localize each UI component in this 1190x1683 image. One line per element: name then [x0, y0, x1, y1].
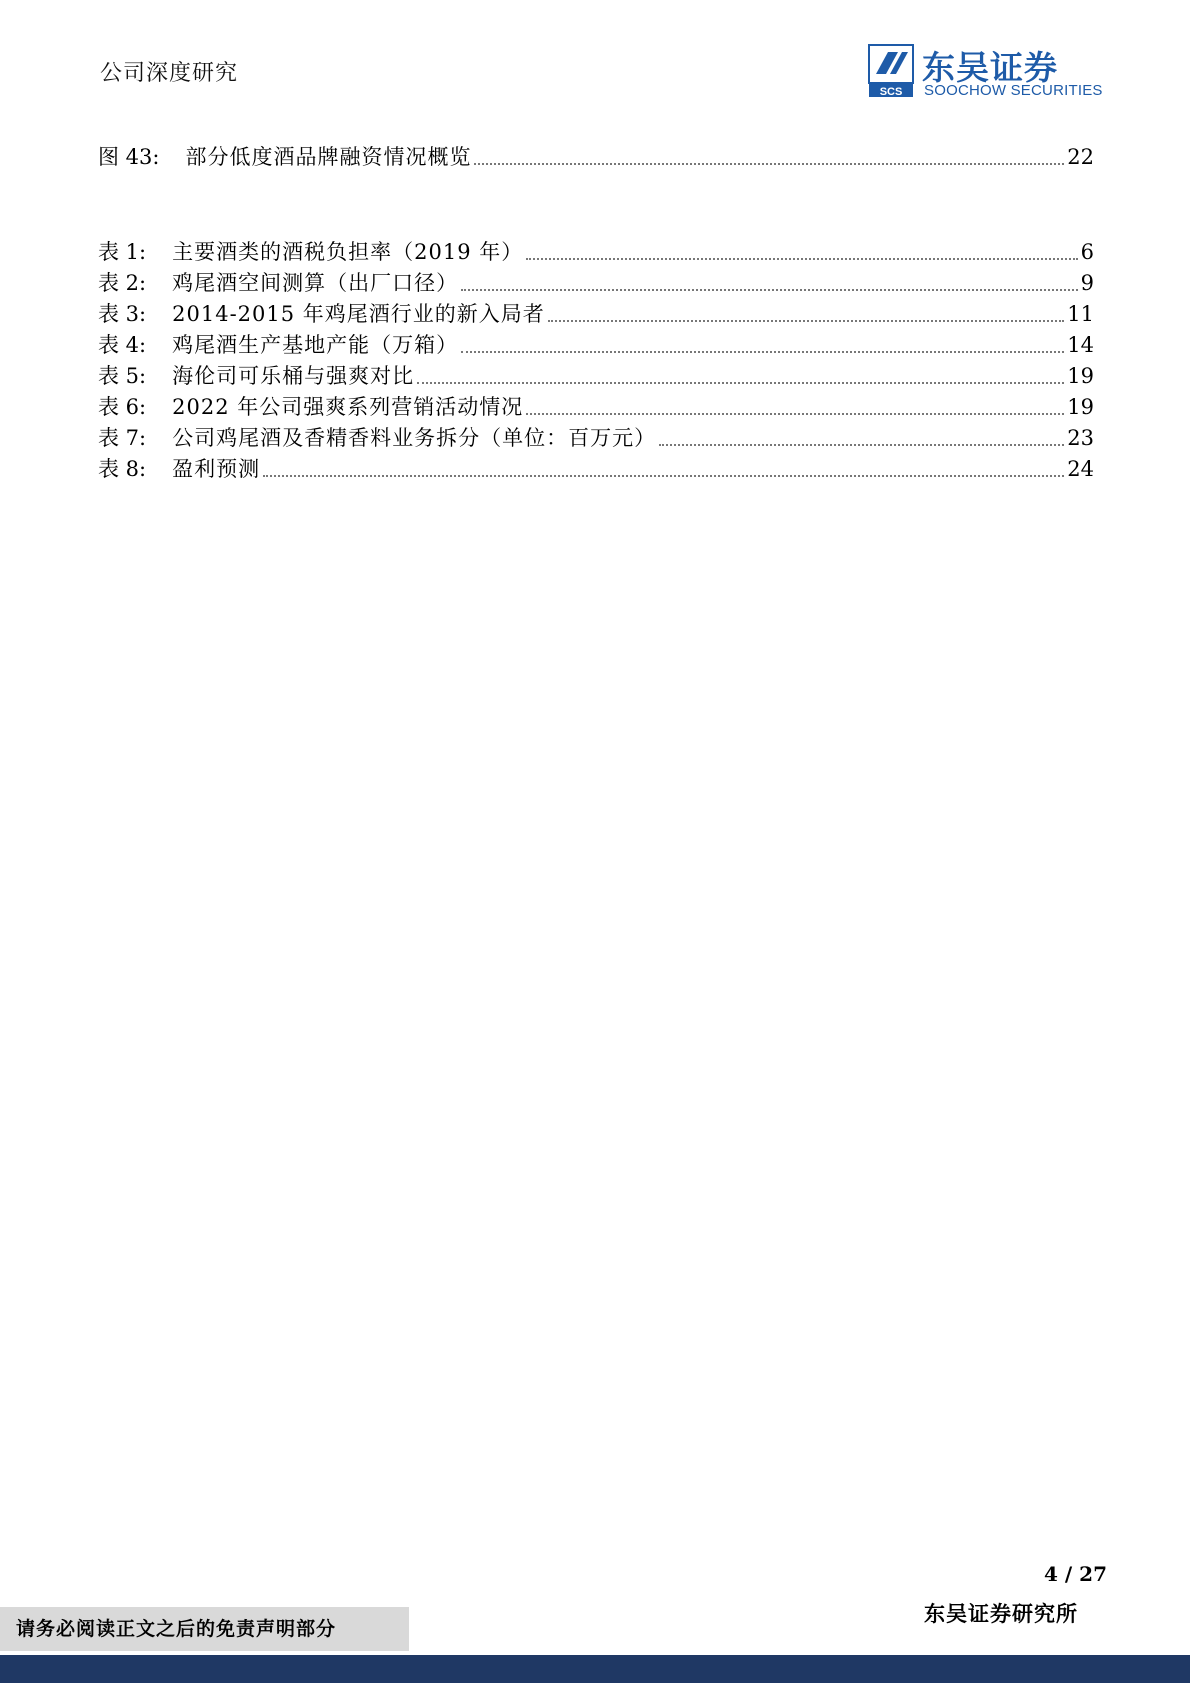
toc-table-6[interactable]	[98, 393, 1094, 421]
toc-page: 6	[1080, 240, 1094, 264]
toc-page: 11	[1067, 302, 1094, 326]
toc-leader-dots	[461, 289, 1078, 291]
toc-label: 表 6:	[98, 395, 147, 419]
toc-page: 24	[1067, 457, 1094, 481]
toc-leader-dots	[548, 320, 1064, 322]
toc-table-2[interactable]	[98, 269, 1094, 297]
logo-chinese-name: 东吴证券	[922, 48, 1058, 87]
toc-title: 部分低度酒品牌融资情况概览	[185, 145, 472, 169]
toc-leader-dots	[474, 163, 1064, 165]
toc-title: 鸡尾酒空间测算（出厂口径）	[172, 271, 459, 295]
toc-title: 2014-2015 年鸡尾酒行业的新入局者	[172, 302, 545, 326]
toc-leader-dots	[263, 475, 1064, 477]
toc-page: 9	[1080, 271, 1094, 295]
toc-label: 表 3:	[98, 302, 147, 326]
footer-bar	[0, 1655, 1190, 1683]
toc-title: 公司鸡尾酒及香精香料业务拆分（单位：百万元）	[172, 426, 657, 450]
toc-title: 海伦司可乐桶与强爽对比	[172, 364, 415, 388]
toc-leader-dots	[461, 351, 1064, 353]
logo-english-name: SOOCHOW SECURITIES	[924, 82, 1103, 99]
toc-label: 表 7:	[98, 426, 147, 450]
toc-page: 14	[1067, 333, 1094, 357]
toc-leader-dots	[526, 413, 1064, 415]
toc-page: 19	[1067, 395, 1094, 419]
toc-table-7[interactable]	[98, 424, 1094, 452]
toc-leader-dots	[526, 258, 1077, 260]
toc-label: 表 2:	[98, 271, 147, 295]
toc-label: 表 1:	[98, 240, 147, 264]
toc-leader-dots	[659, 444, 1064, 446]
toc-title: 主要酒类的酒税负担率（2019 年）	[172, 240, 524, 264]
institute-name: 东吴证券研究所	[924, 1601, 1078, 1626]
toc-title: 盈利预测	[172, 457, 261, 481]
toc-page: 19	[1067, 364, 1094, 388]
toc-table-5[interactable]	[98, 362, 1094, 390]
toc-table-3[interactable]	[98, 300, 1094, 328]
toc-label: 图 43:	[98, 145, 160, 169]
toc-label: 表 4:	[98, 333, 147, 357]
report-type-title: 公司深度研究	[100, 61, 239, 86]
toc-title: 2022 年公司强爽系列营销活动情况	[172, 395, 524, 419]
page-number: 4 / 27	[1044, 1562, 1107, 1586]
toc-figure-43[interactable]	[98, 143, 1094, 171]
toc-page: 22	[1067, 145, 1094, 169]
toc-leader-dots	[417, 382, 1064, 384]
toc-label: 表 5:	[98, 364, 147, 388]
toc-table-8[interactable]	[98, 455, 1094, 483]
toc-title: 鸡尾酒生产基地产能（万箱）	[172, 333, 459, 357]
toc-table-1[interactable]	[98, 238, 1094, 266]
toc-page: 23	[1067, 426, 1094, 450]
toc-table-4[interactable]	[98, 331, 1094, 359]
disclaimer-notice: 请务必阅读正文之后的免责声明部分	[0, 1607, 409, 1651]
soochow-logo	[868, 42, 1104, 102]
logo-mark-text: SCS	[879, 86, 903, 98]
toc-label: 表 8:	[98, 457, 147, 481]
scs-logo-icon	[868, 44, 914, 98]
